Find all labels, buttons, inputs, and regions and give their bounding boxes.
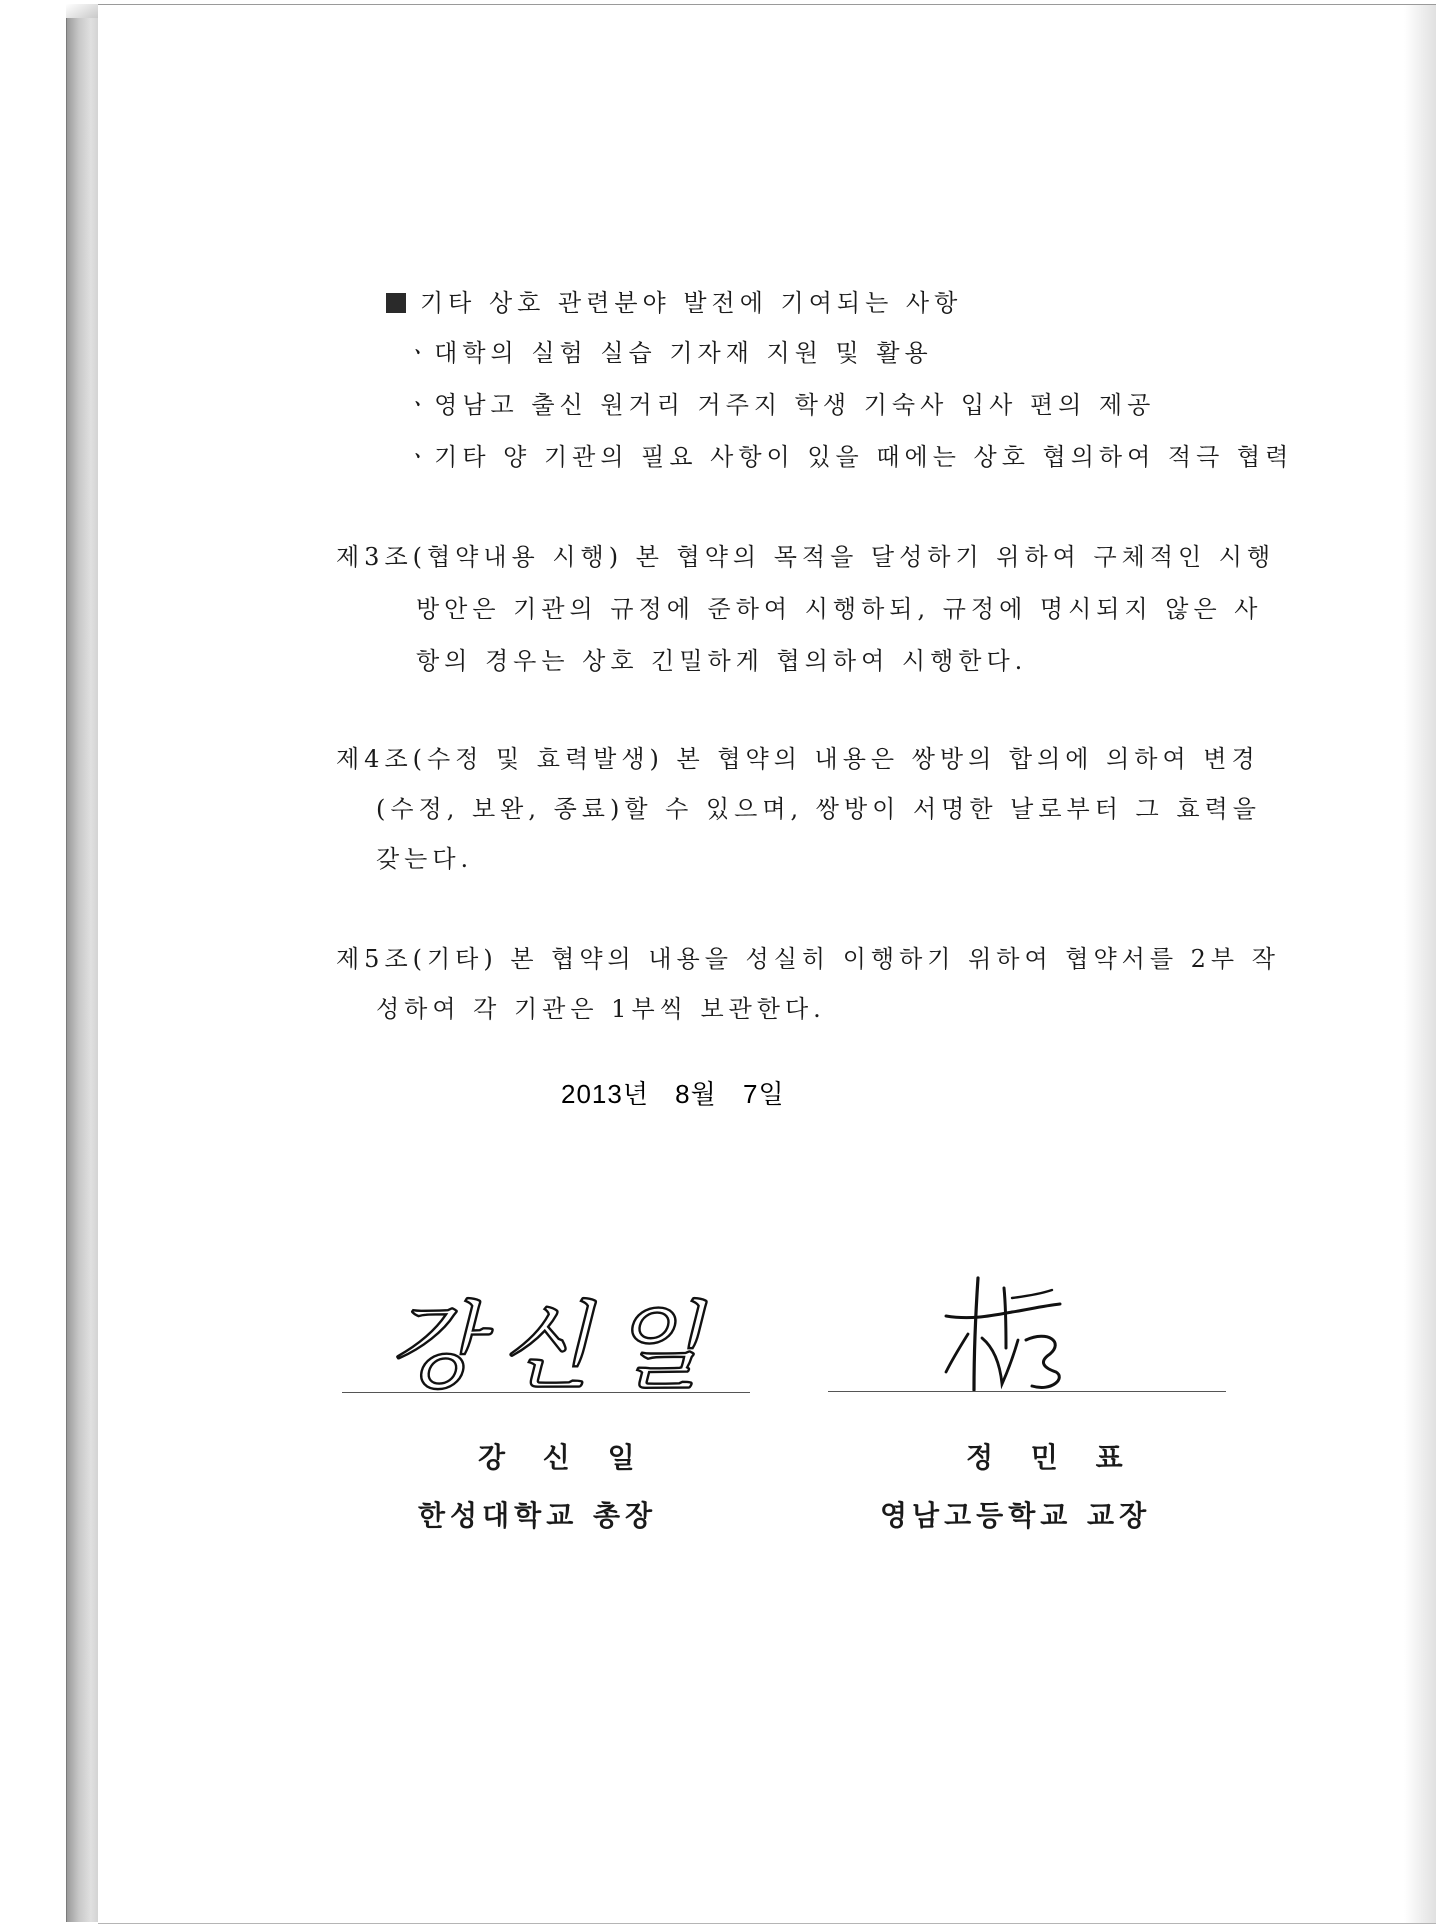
agreement-date: 2013년 8월 7일 (561, 1079, 785, 1109)
signature-line-left (342, 1392, 750, 1393)
signatory-title-right: 영남고등학교 교장 (880, 1499, 1152, 1532)
square-bullet-icon (386, 293, 406, 313)
signature-line-right (828, 1391, 1226, 1392)
article-5-line-2: 성하여 각 기관은 1부씩 보관한다. (376, 995, 826, 1023)
signature-left-text: 강신일 (388, 1291, 721, 1403)
article-4-line-2: (수정, 보완, 종료)할 수 있으며, 쌍방이 서명한 날로부터 그 효력을 (376, 795, 1261, 823)
list-item: ㆍ대학의 실험 실습 기자재 지원 및 활용 (406, 339, 933, 367)
document-body (98, 5, 1436, 1923)
signatory-name-left: 강 신 일 (478, 1441, 649, 1474)
section-header-text: 기타 상호 관련분야 발전에 기여되는 사항 (420, 289, 963, 317)
handwritten-signature-right (940, 1268, 1080, 1408)
article-5-line-1: 제5조(기타) 본 협약의 내용을 성실히 이행하기 위하여 협약서를 2부 작 (336, 945, 1280, 973)
article-3-line-3: 항의 경우는 상호 긴밀하게 협의하여 시행한다. (416, 647, 1028, 675)
article-4-line-1: 제4조(수정 및 효력발생) 본 협약의 내용은 쌍방의 합의에 의하여 변경 (336, 745, 1260, 773)
list-item: ㆍ영남고 출신 원거리 거주지 학생 기숙사 입사 편의 제공 (406, 391, 1156, 419)
article-3-line-1: 제3조(협약내용 시행) 본 협약의 목적을 달성하기 위하여 구체적인 시행 (336, 543, 1276, 571)
signatory-title-left: 한성대학교 총장 (418, 1499, 658, 1532)
article-4-line-3: 갖는다. (376, 845, 474, 873)
signatory-name-right: 정 민 표 (966, 1441, 1137, 1474)
section-header (386, 283, 962, 318)
list-item: ㆍ기타 양 기관의 필요 사항이 있을 때에는 상호 협의하여 적극 협력 (406, 443, 1294, 471)
article-3-line-2: 방안은 기관의 규정에 준하여 시행하되, 규정에 명시되지 않은 사 (416, 595, 1263, 623)
page-stack-edge (66, 18, 101, 1922)
document-page (98, 4, 1436, 1924)
